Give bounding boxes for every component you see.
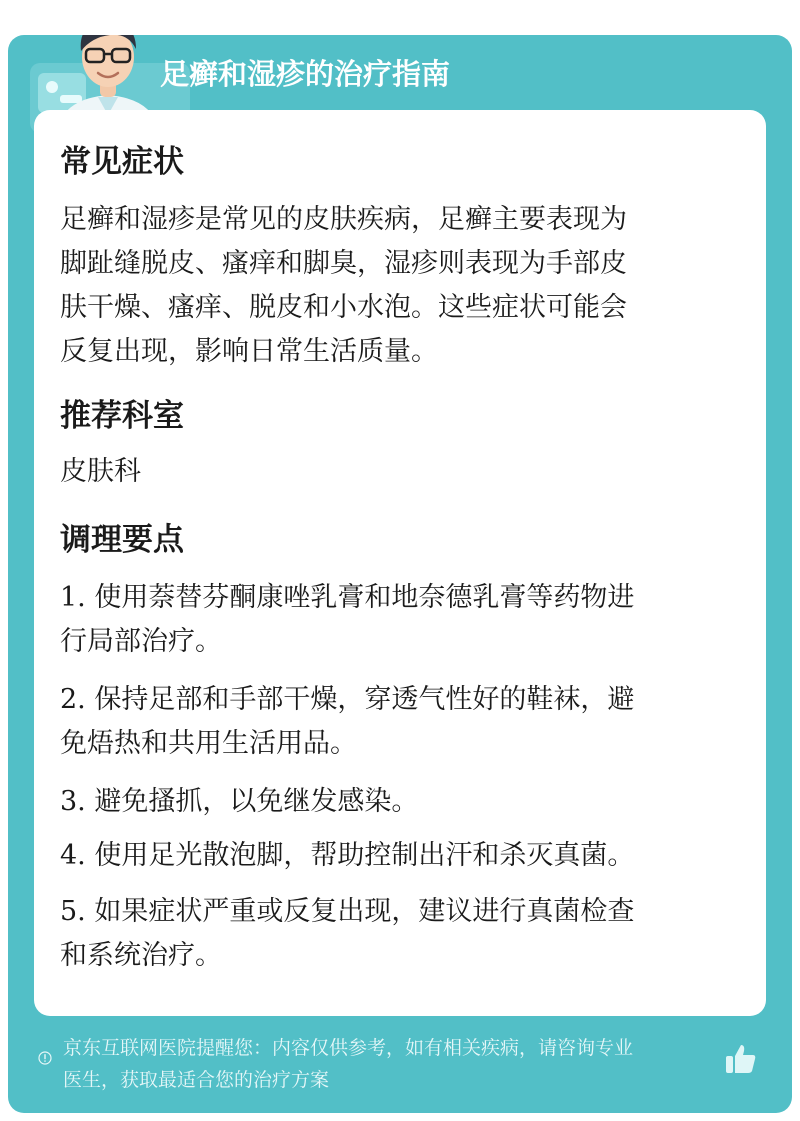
disclaimer-line: 京东互联网医院提醒您：内容仅供参考，如有相关疾病，请咨询专业 — [63, 1037, 634, 1059]
care-item-text: 免焐热和共用生活用品。 — [60, 728, 357, 759]
guide-panel — [8, 35, 792, 1113]
section-title-department: 推荐科室 — [60, 398, 184, 434]
care-item — [60, 780, 730, 824]
thumbs-up-icon[interactable] — [724, 1042, 758, 1076]
section-title-symptoms: 常见症状 — [60, 144, 184, 180]
care-item — [60, 576, 730, 664]
care-item-number: 1. — [60, 582, 86, 613]
care-item-text: 保持足部和手部干燥，穿透气性好的鞋袜，避 — [94, 684, 635, 715]
care-item-number: 4. — [60, 840, 86, 871]
care-item-number: 3. — [60, 786, 86, 817]
care-item — [60, 890, 730, 978]
symptoms-line: 足癣和湿疹是常见的皮肤疾病，足癣主要表现为 — [60, 204, 627, 235]
content-card — [34, 110, 766, 1016]
care-item — [60, 678, 730, 766]
care-item-number: 5. — [60, 896, 86, 927]
care-item-number: 2. — [60, 684, 86, 715]
symptoms-line: 肤干燥、瘙痒、脱皮和小水泡。这些症状可能会 — [60, 292, 627, 323]
care-item — [60, 834, 730, 878]
symptoms-text — [60, 198, 730, 374]
disclaimer-footer — [8, 1030, 792, 1110]
disclaimer-text — [63, 1032, 733, 1096]
care-item-text: 避免搔抓，以免继发感染。 — [94, 786, 419, 817]
symptoms-line: 脚趾缝脱皮、瘙痒和脚臭，湿疹则表现为手部皮 — [60, 248, 627, 279]
symptoms-line: 反复出现，影响日常生活质量。 — [60, 336, 438, 367]
section-title-care: 调理要点 — [60, 522, 184, 558]
disclaimer-line: 医生，获取最适合您的治疗方案 — [63, 1069, 330, 1091]
care-item-text: 使用萘替芬酮康唑乳膏和地奈德乳膏等药物进 — [94, 582, 635, 613]
page-title: 足癣和湿疹的治疗指南 — [160, 57, 451, 91]
care-item-text: 和系统治疗。 — [60, 940, 222, 971]
info-icon — [38, 1051, 52, 1065]
department-value: 皮肤科 — [60, 456, 141, 487]
care-item-text: 行局部治疗。 — [60, 626, 222, 657]
care-item-text: 使用足光散泡脚，帮助控制出汗和杀灭真菌。 — [94, 840, 635, 871]
care-item-text: 如果症状严重或反复出现，建议进行真菌检查 — [94, 896, 635, 927]
